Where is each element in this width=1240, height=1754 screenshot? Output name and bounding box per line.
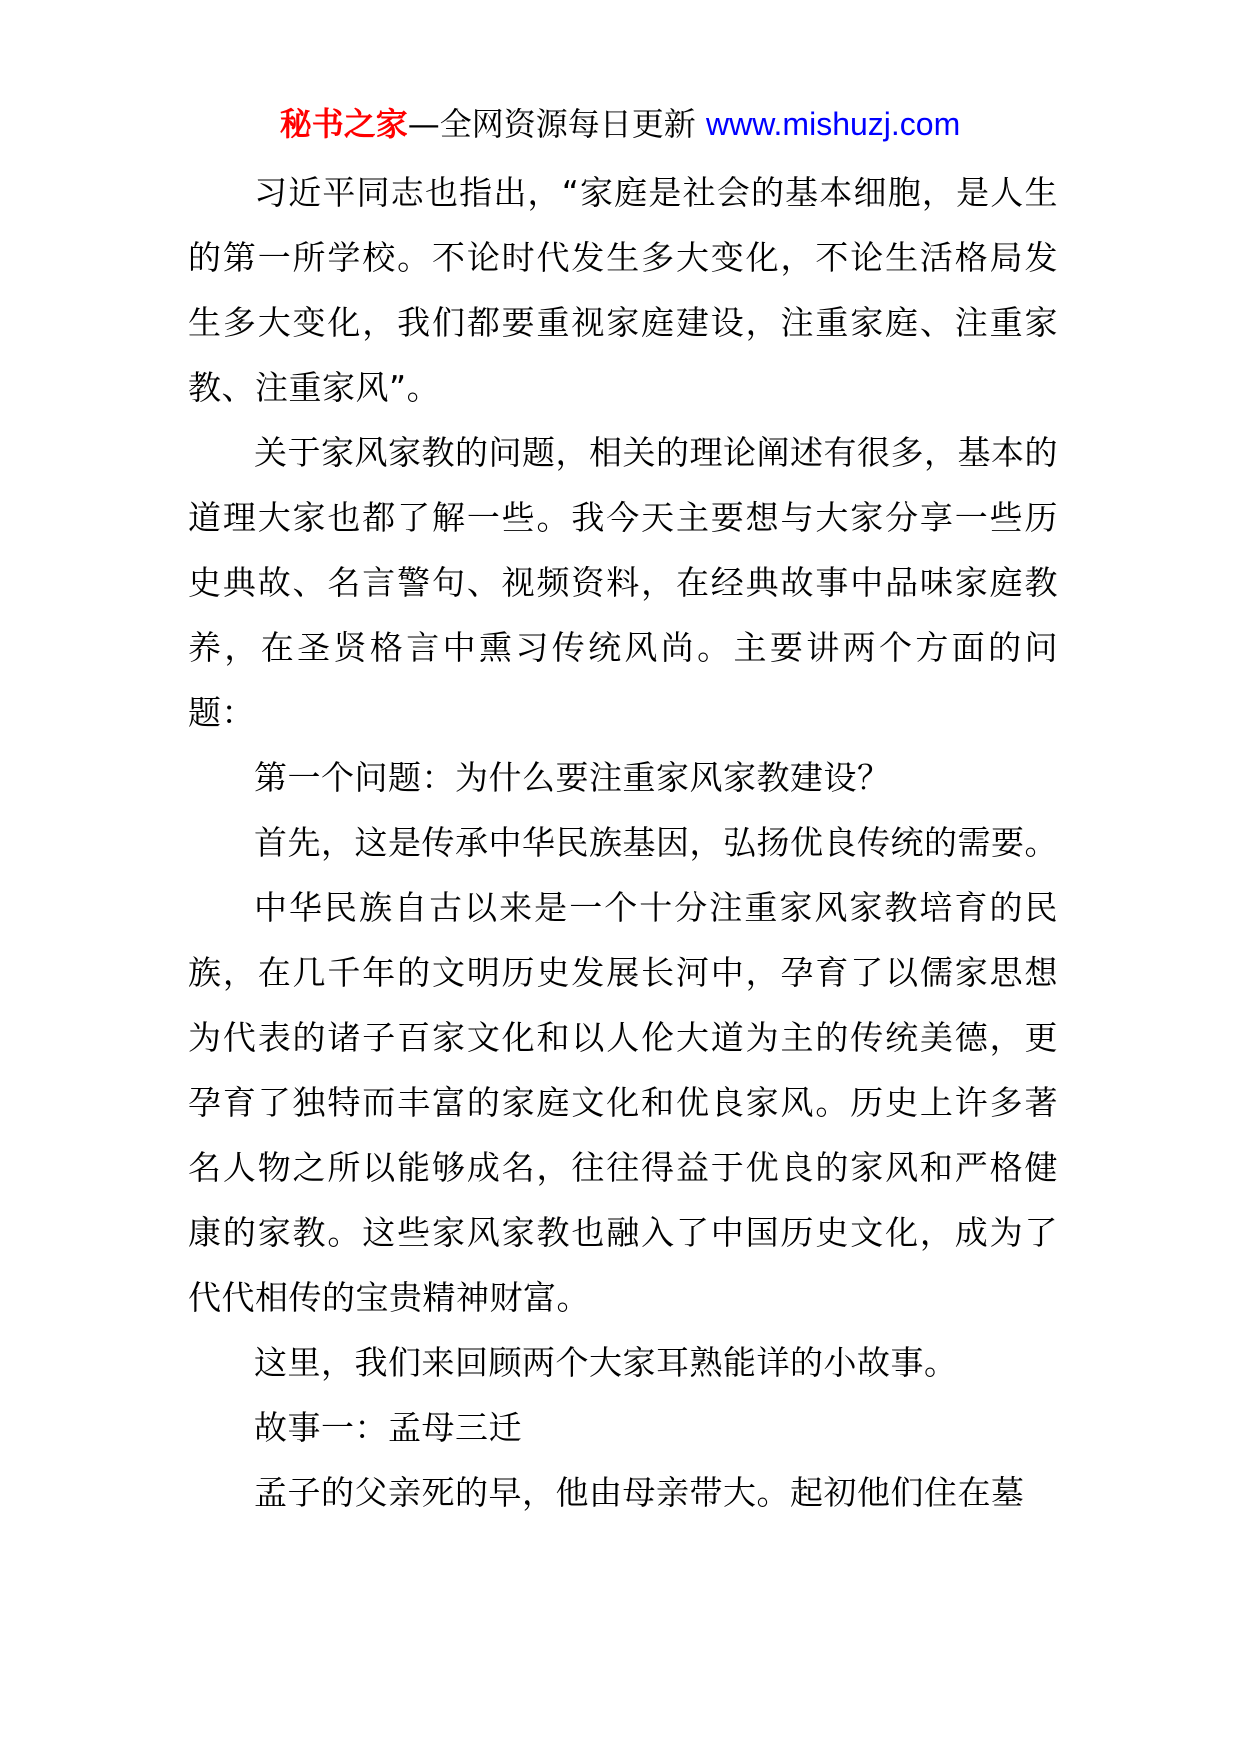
paragraph: 关于家风家教的问题，相关的理论阐述有很多，基本的道理大家也都了解一些。我今天主要想与大家分享一些历史典故、名言警句、视频资料，在经典故事中品味家庭教养，在圣贤格言中熏习传统风尚。主要讲两个方面的问题： <box>188 433 1058 732</box>
paragraph: 这里，我们来回顾两个大家耳熟能详的小故事。 <box>254 1343 958 1382</box>
paragraph: 首先，这是传承中华民族基因，弘扬优良传统的需要。 <box>254 823 1058 862</box>
page-header <box>0 102 1240 146</box>
brand-name: 秘书之家 <box>279 105 408 143</box>
paragraph: 中华民族自古以来是一个十分注重家风家教培育的民族，在几千年的文明历史发展长河中，孕育了以儒家思想为代表的诸子百家文化和以人伦大道为主的传统美德，更孕育了独特而丰富的家庭文化和优良家风。历史上许多著名人物之所以能够成名，往往得益于优良的家风和严格健康的家教。这些家风家教也融入了中国历史文化，成为了代代相传的宝贵精神财富。 <box>188 888 1058 1317</box>
header-tagline: —全网资源每日更新 <box>407 105 706 143</box>
document-body <box>188 160 1058 1525</box>
section-heading: 第一个问题：为什么要注重家风家教建设？ <box>254 758 891 797</box>
story-heading: 故事一：孟母三迁 <box>254 1408 522 1447</box>
site-url-link[interactable]: www.mishuzj.com <box>705 106 961 142</box>
paragraph: 习近平同志也指出，“家庭是社会的基本细胞，是人生的第一所学校。不论时代发生多大变化，不论生活格局发生多大变化，我们都要重视家庭建设，注重家庭、注重家教、注重家风”。 <box>188 173 1058 407</box>
paragraph: 孟子的父亲死的早，他由母亲带大。起初他们住在墓 <box>254 1473 1025 1512</box>
